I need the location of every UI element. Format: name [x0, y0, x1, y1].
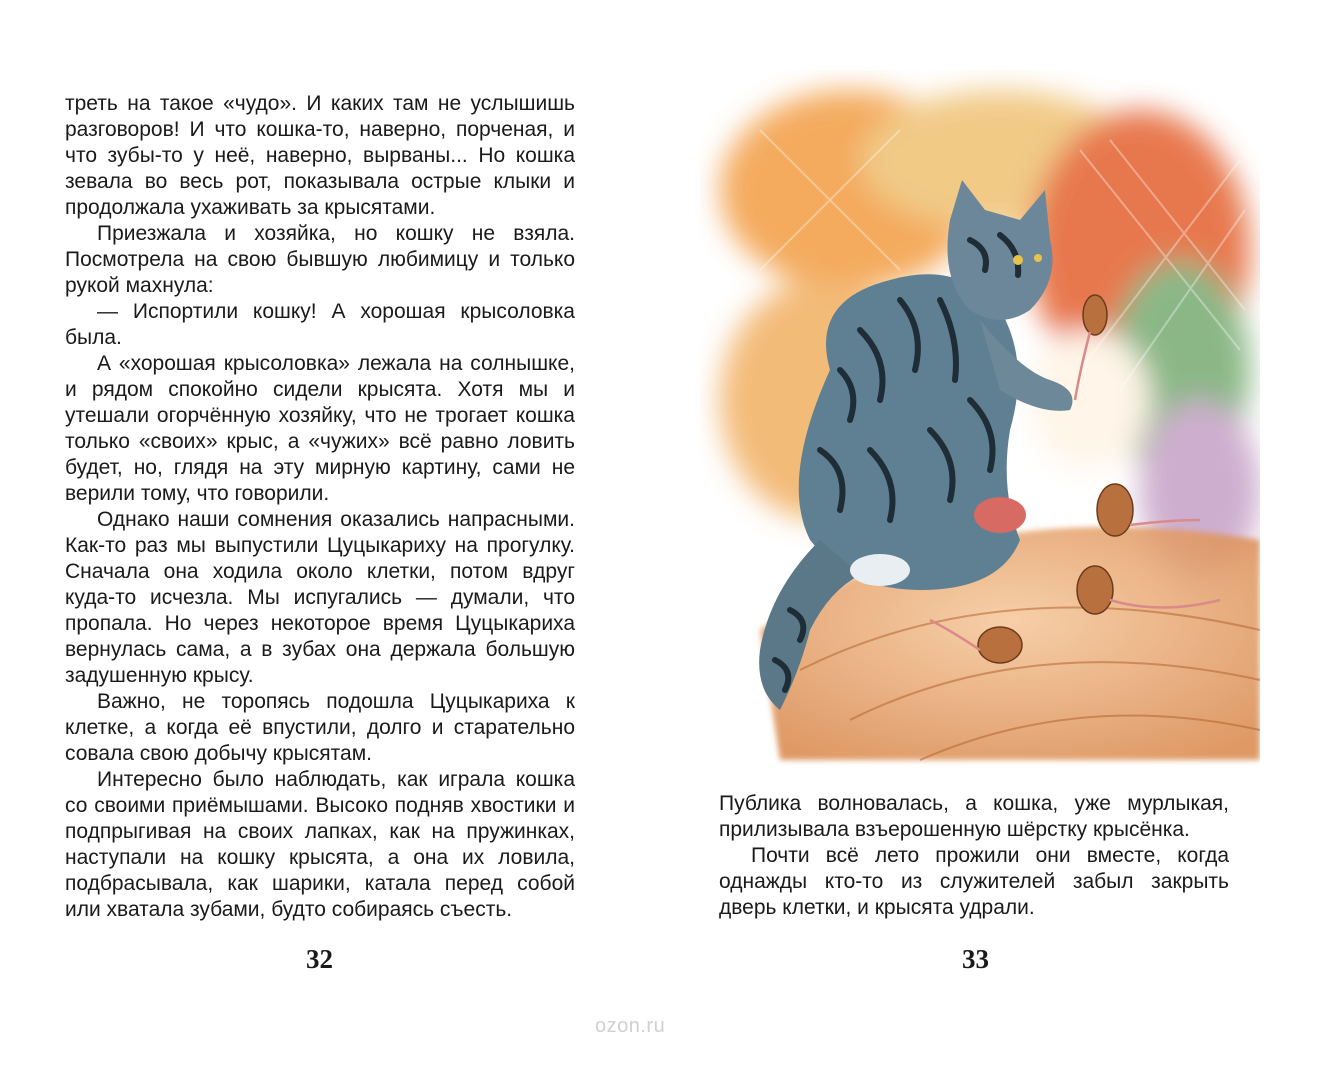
paragraph: Важно, не торопясь подошла Цуцыкариха к клетке, а когда её впустили, долго и старательно совала свою добычу крысятам. — [65, 690, 575, 765]
cat-and-rats-illustration — [700, 70, 1260, 770]
paragraph: Интересно было наблюдать, как играла кошка со своими приёмышами. Высоко подняв хвостики и подпрыгивая на своих лапках, как на пружинках, наступали на кошку крысята, а она их ловила, подбрасывала, как шарики, катала перед собой или хватала зубами, будто собираясь съесть. — [65, 768, 575, 921]
paragraph: Приезжала и хозяйка, но кошку не взяла. Посмотрела на свою бывшую любимицу и только рукой махнула: — [65, 222, 575, 297]
page-number-right: 33 — [962, 944, 989, 974]
watermark: ozon.ru — [595, 1015, 666, 1037]
right-page-text — [719, 791, 1229, 921]
paragraph: Почти всё лето прожили они вместе, когда однажды кто-то из служителей забыл закрыть дверь клетки, и крысята удрали. — [719, 844, 1229, 919]
left-page-text — [65, 91, 575, 923]
paragraph: А «хорошая крысоловка» лежала на солнышке, и рядом спокойно сидели крысята. Хотя мы и утешали огорчённую хозяйку, что не трогает кошка только «своих» крыс, а «чужих» всё равно ловить будет, но, глядя на эту мирную картину, сами не верили тому, что говорили. — [65, 352, 575, 505]
paragraph: Однако наши сомнения оказались напрасными. Как-то раз мы выпустили Цуцыкариху на прогулку. Сначала она ходила около клетки, потом вдруг куда-то исчезла. Мы испугались — думали, что пропала. Но через некоторое время Цуцыкариха вернулась сама, а в зубах она держала большую задушенную крысу. — [65, 508, 575, 687]
paragraph: Публика волновалась, а кошка, уже мурлыкая, прилизывала взъерошенную шёрстку крысёнка. — [719, 792, 1229, 841]
paragraph: треть на такое «чудо». И каких там не услышишь разговоров! И что кошка-то, наверно, порченая, и что зубы-то у неё, наверно, вырваны... Но кошка зевала во весь рот, показывала острые клыки и продолжала ухаживать за крысятами. — [65, 92, 575, 219]
page-number-left: 32 — [306, 944, 333, 974]
paragraph: — Испортили кошку! А хорошая крысоловка была. — [65, 300, 575, 349]
